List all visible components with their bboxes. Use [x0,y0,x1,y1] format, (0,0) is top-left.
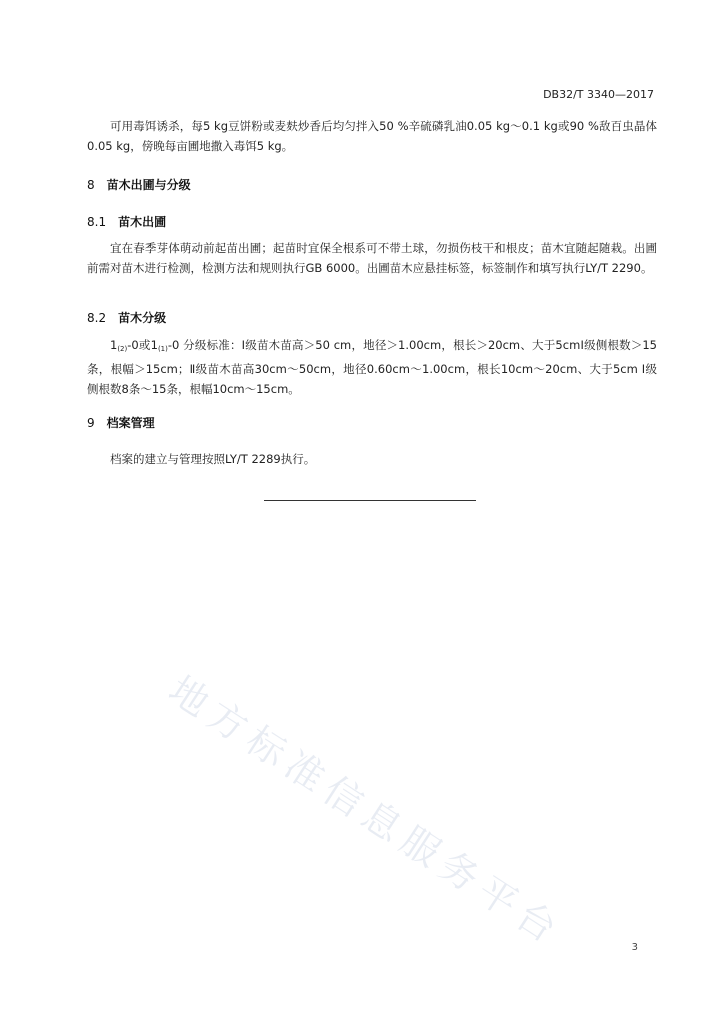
grading-standard-paragraph [87,335,657,399]
section-8-1-number: 8.1 [87,215,107,229]
section-9-title: 档案管理 [106,416,155,430]
seedling-type-b-subscript: (1) [157,345,168,353]
poison-bait-paragraph: 可用毒饵诱杀，每5 kg豆饼粉或麦麸炒香后均匀拌入50 %辛硫磷乳油0.05 kg～0.1 kg或90 %敌百虫晶体0.05 kg，傍晚每亩圃地撒入毒饵5 kg。 [87,119,657,153]
section-9-number: 9 [87,416,95,430]
seedling-type-a-subscript: (2) [117,345,128,353]
section-8-2-number: 8.2 [87,311,107,325]
section-9-heading [87,414,155,431]
section-8-heading [87,176,191,193]
section-8-1-title: 苗木出圃 [118,215,167,229]
watermark: 地方标准信息服务平台 [161,667,571,955]
doc-number-header: DB32/T 3340—2017 [543,88,654,101]
section-8-1-heading [87,213,166,230]
page-number: 3 [631,942,638,953]
records-paragraph: 档案的建立与管理按照LY/T 2289执行。 [110,452,316,466]
section-8-title: 苗木出圃与分级 [106,178,191,192]
section-8-2-title: 苗木分级 [118,311,167,325]
seedling-type-connector: -0或1 [127,338,158,352]
section-8-2-heading [87,309,166,326]
nursery-exit-paragraph: 宜在春季芽体萌动前起苗出圃；起苗时宜保全根系可不带土球，勿损伤枝干和根皮；苗木宜随起随栽。出圃前需对苗木进行检测，检测方法和规则执行GB 6000。出圃苗木应悬挂标签，标签制作和填写执行LY/T 2290。 [87,241,657,275]
seedling-type-a: 1 [110,338,118,352]
section-8-number: 8 [87,178,95,192]
grading-standard-text: -0 分级标准：Ⅰ级苗木苗高＞50 cm，地径＞1.00cm，根长＞20cm、大于5cmⅠ级侧根数＞15条，根幅＞15cm；Ⅱ级苗木苗高30cm～50cm，地径0.60cm～1.00cm，根长10cm～20cm、大于5cm Ⅰ级侧根数8条～15条，根幅10cm～15cm。 [87,338,657,396]
end-rule [264,500,476,501]
